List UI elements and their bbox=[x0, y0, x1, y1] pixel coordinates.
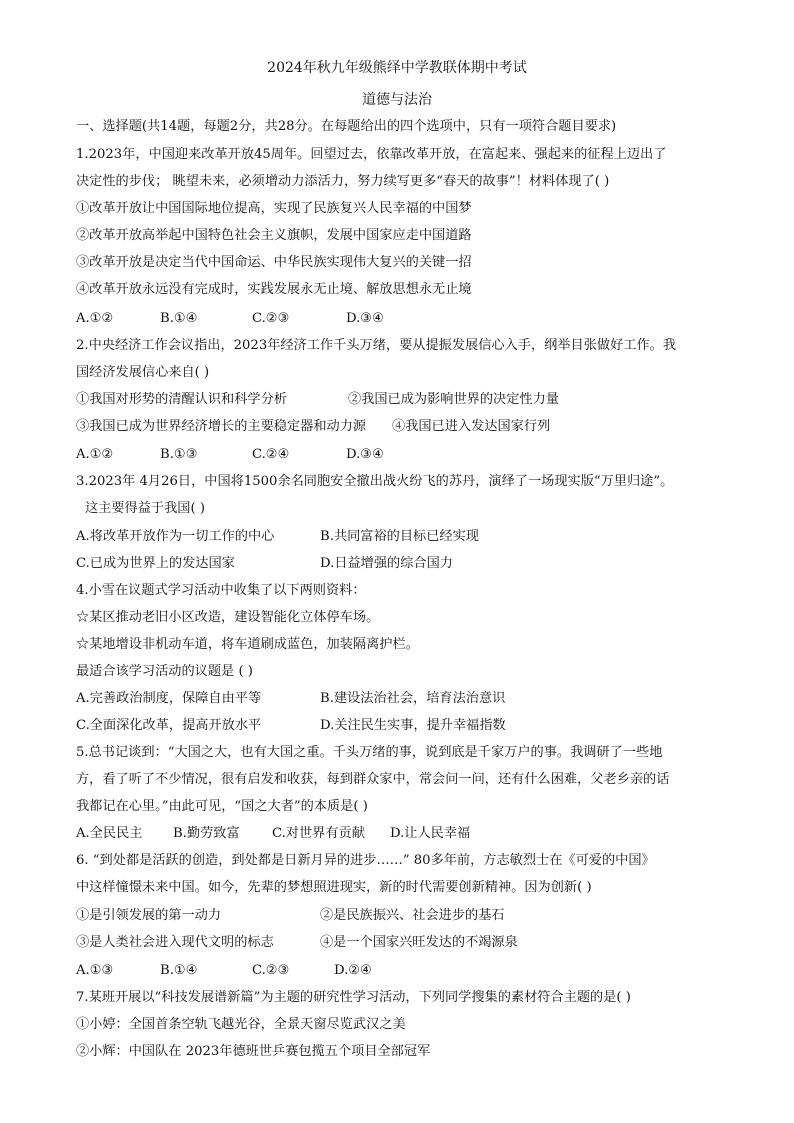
q3-option-b: B.共同富裕的目标已经实现 bbox=[320, 529, 479, 544]
q2-option-a: A.①② bbox=[76, 447, 114, 462]
q4-option-c: C.全面深化改革，提高开放水平 bbox=[76, 718, 262, 733]
q1-option-a: A.①② bbox=[76, 311, 114, 326]
q6-option-c: C.②③ bbox=[252, 963, 290, 978]
q3-option-c: C.已成为世界上的发达国家 bbox=[76, 556, 235, 571]
q2-statement-3: ③我国已成为世界经济增长的主要稳定器和动力源 bbox=[76, 419, 367, 434]
q1-statement-3: ③改革开放是决定当代中国命运、中华民族实现伟大复兴的关键一招 bbox=[76, 255, 472, 270]
q6-statement-1: ①是引领发展的第一动力 bbox=[76, 908, 222, 923]
q5-option-d: D.让人民幸福 bbox=[390, 826, 471, 841]
q5-option-a: A.全民民主 bbox=[76, 826, 143, 841]
q1-statement-4: ④改革开放永远没有完成时，实践发展永无止境、解放思想永无止境 bbox=[76, 282, 472, 297]
q7-statement-2: ②小辉：中国队在 2023年德班世乒赛包揽五个项目全部冠军 bbox=[76, 1044, 431, 1059]
q5-stem-line1: 5.总书记谈到：“大国之大，也有大国之重。千头万绪的事，说到底是千家万户的事。我调研了一些地 bbox=[76, 745, 663, 760]
q4-option-d: D.关注民生实事，提升幸福指数 bbox=[320, 718, 506, 733]
q2-option-b: B.①③ bbox=[160, 447, 198, 462]
q4-question: 最适合该学习活动的议题是 ( ) bbox=[76, 664, 253, 679]
q3-option-a: A.将改革开放作为一切工作的中心 bbox=[76, 529, 275, 544]
q2-option-c: C.②④ bbox=[252, 447, 290, 462]
q4-option-b: B.建设法治社会，培育法治意识 bbox=[320, 691, 506, 706]
exam-title: 2024年秋九年级熊绎中学教联体期中考试 bbox=[267, 60, 527, 76]
q6-statement-4: ④是一个国家兴旺发达的不竭源泉 bbox=[320, 935, 518, 950]
q4-option-a: A.完善政治制度，保障自由平等 bbox=[76, 691, 262, 706]
q6-statement-3: ③是人类社会进入现代文明的标志 bbox=[76, 935, 274, 950]
q3-stem-line2: 这主要得益于我国( ) bbox=[85, 501, 205, 516]
q1-statement-1: ①改革开放让中国国际地位提高，实现了民族复兴人民幸福的中国梦 bbox=[76, 201, 472, 216]
q1-option-d: D.③④ bbox=[346, 311, 384, 326]
q5-stem-line2: 方，看了听了不少情况，很有启发和收获，每到群众家中，常会问一问，还有什么困难，父老乡亲的话 bbox=[76, 772, 670, 787]
q1-statement-2: ②改革开放高举起中国特色社会主义旗帜，发展中国家应走中国道路 bbox=[76, 228, 472, 243]
q2-statement-1: ①我国对形势的清醒认识和科学分析 bbox=[76, 392, 287, 407]
q5-option-b: B.勤劳致富 bbox=[173, 826, 240, 841]
q6-statement-2: ②是民族振兴、社会进步的基石 bbox=[320, 908, 505, 923]
q1-stem-line1: 1.2023年，中国迎来改革开放45周年。回望过去，依靠改革开放，在富起来、强起来的征程上迈出了 bbox=[76, 147, 667, 162]
section-heading: 一、选择题(共14题，每题2分，共28分。在每题给出的四个选项中，只有一项符合题目要求) bbox=[76, 119, 617, 134]
q7-stem: 7.某班开展以“科技发展谱新篇”为主题的研究性学习活动，下列同学搜集的素材符合主题的是( ) bbox=[76, 990, 631, 1005]
q2-option-d: D.③④ bbox=[346, 447, 384, 462]
q6-stem-line1: 6. “到处都是活跃的创造，到处都是日新月异的进步……” 80多年前，方志敏烈士在《可爱的中国》 bbox=[76, 853, 655, 868]
q2-stem-line1: 2.中央经济工作会议指出，2023年经济工作千头万绪，要从提振发展信心入手，纲举目张做好工作。我 bbox=[76, 338, 677, 353]
q1-stem-line2: 决定性的步伐； 眺望未来，必须增动力添活力，努力续写更多“春天的故事”！材料体现了( ) bbox=[76, 174, 610, 189]
q6-option-a: A.①③ bbox=[76, 963, 114, 978]
q4-material-2: ☆某地增设非机动车道，将车道刷成蓝色，加装隔离护栏。 bbox=[76, 637, 419, 652]
q1-option-b: B.①④ bbox=[160, 311, 198, 326]
q2-statement-4: ④我国已进入发达国家行列 bbox=[392, 419, 551, 434]
q7-statement-1: ①小婷：全国首条空轨飞越光谷，全景天窗尽览武汉之美 bbox=[76, 1017, 406, 1032]
q6-option-d: D.②④ bbox=[334, 963, 372, 978]
q2-stem-line2: 国经济发展信心来自( ) bbox=[76, 365, 210, 380]
exam-subject: 道德与法治 bbox=[362, 92, 432, 108]
q6-option-b: B.①④ bbox=[160, 963, 198, 978]
q2-statement-2: ②我国已成为影响世界的决定性力量 bbox=[348, 392, 559, 407]
q6-stem-line2: 中这样憧憬未来中国。如今，先辈的梦想照进现实，新的时代需要创新精神。因为创新( ) bbox=[76, 880, 592, 895]
q1-option-c: C.②③ bbox=[252, 311, 290, 326]
q5-option-c: C.对世界有贡献 bbox=[272, 826, 365, 841]
q4-material-1: ☆某区推动老旧小区改造，建设智能化立体停车场。 bbox=[76, 610, 380, 625]
q3-option-d: D.日益增强的综合国力 bbox=[320, 556, 453, 571]
q5-stem-line3: 我都记在心里。”由此可见，“国之大者”的本质是( ) bbox=[76, 799, 368, 814]
q4-stem: 4.小雪在议题式学习活动中收集了以下两则资料： bbox=[76, 583, 366, 598]
q3-stem-line1: 3.2023年 4月26日，中国将1500余名同胞安全撤出战火纷飞的苏丹，演绎了一场现实版“万里归途”。 bbox=[76, 474, 674, 489]
